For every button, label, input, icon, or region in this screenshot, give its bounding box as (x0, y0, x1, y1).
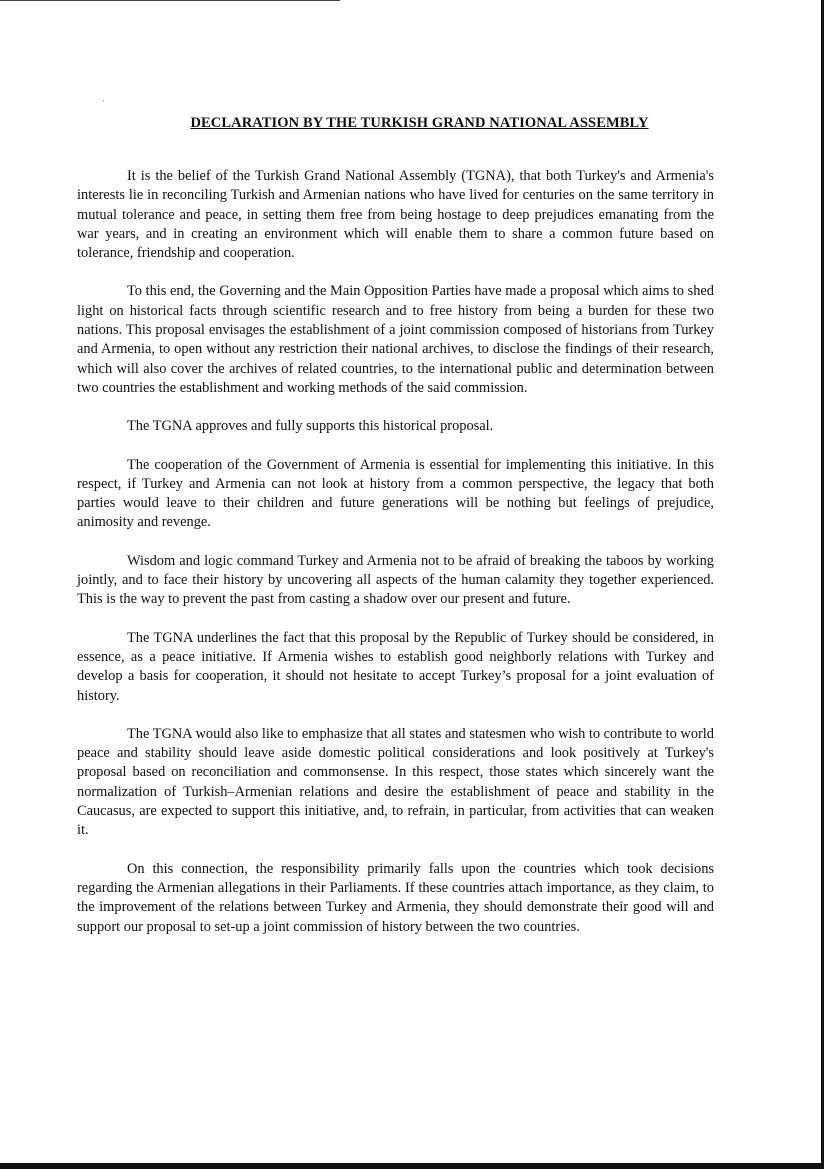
scan-edge-bottom (0, 1163, 824, 1169)
paragraph-4: The cooperation of the Government of Armenia is essential for implementing this initiative. In this respect, if Turkey and Armenia can not look at history from a common perspective, the legacy that both parties would leave to their children and future generations will be nothing but feelings of prejudice, animosity and revenge. (77, 456, 714, 531)
paragraph-1: It is the belief of the Turkish Grand National Assembly (TGNA), that both Turkey's and Armenia's interests lie in reconciling Turkish and Armenian nations who have lived for centuries on the same territory in mutual tolerance and peace, in setting them free from being hostage to deep prejudices emanating from the war years, and in creating an environment which will enable them to share a common future based on tolerance, friendship and cooperation. (77, 168, 714, 262)
paragraph-2: To this end, the Governing and the Main Opposition Parties have made a proposal which aims to shed light on historical facts through scientific research and to free history from being a burden for these two nations. This proposal envisages the establishment of a joint commission composed of historians from Turkey and Armenia, to open without any restriction their national archives, to disclose the findings of their research, which will also cover the archives of related countries, to the international public and determination between two countries the establishment and working methods of the said commission. (77, 283, 714, 396)
document-body (77, 113, 714, 956)
document-title: DECLARATION BY THE TURKISH GRAND NATIONAL ASSEMBLY (190, 115, 649, 131)
paragraph-6: The TGNA underlines the fact that this proposal by the Republic of Turkey should be considered, in essence, as a peace initiative. If Armenia wishes to establish good neighborly relations with Turkey and develop a basis for cooperation, it should not hesitate to accept Turkey’s proposal for a joint evaluation of history. (77, 629, 714, 704)
scan-speck (103, 100, 104, 101)
paragraph-7: The TGNA would also like to emphasize that all states and statesmen who wish to contribute to world peace and stability should leave aside domestic political considerations and look positively at Turkey's proposal based on reconciliation and commonsense. In this respect, those states which sincerely want the normalization of Turkish–Armenian relations and desire the establishment of peace and stability in the Caucasus, are expected to support this initiative, and, to refrain, in particular, from activities that can weaken it. (77, 725, 714, 839)
paragraph-8: On this connection, the responsibility primarily falls upon the countries which took decisions regarding the Armenian allegations in their Parliaments. If these countries attach importance, as they claim, to the improvement of the relations between Turkey and Armenia, they should demonstrate their good will and support our proposal to set-up a joint commission of history between the two countries. (77, 860, 714, 935)
paragraph-3: The TGNA approves and fully supports this historical proposal. (127, 418, 494, 435)
paragraph-5: Wisdom and logic command Turkey and Armenia not to be afraid of breaking the taboos by working jointly, and to face their history by uncovering all aspects of the human calamity they together experienced. This is the way to prevent the past from casting a shadow over our present and future. (77, 552, 714, 608)
scan-edge-line-top (0, 0, 340, 1)
